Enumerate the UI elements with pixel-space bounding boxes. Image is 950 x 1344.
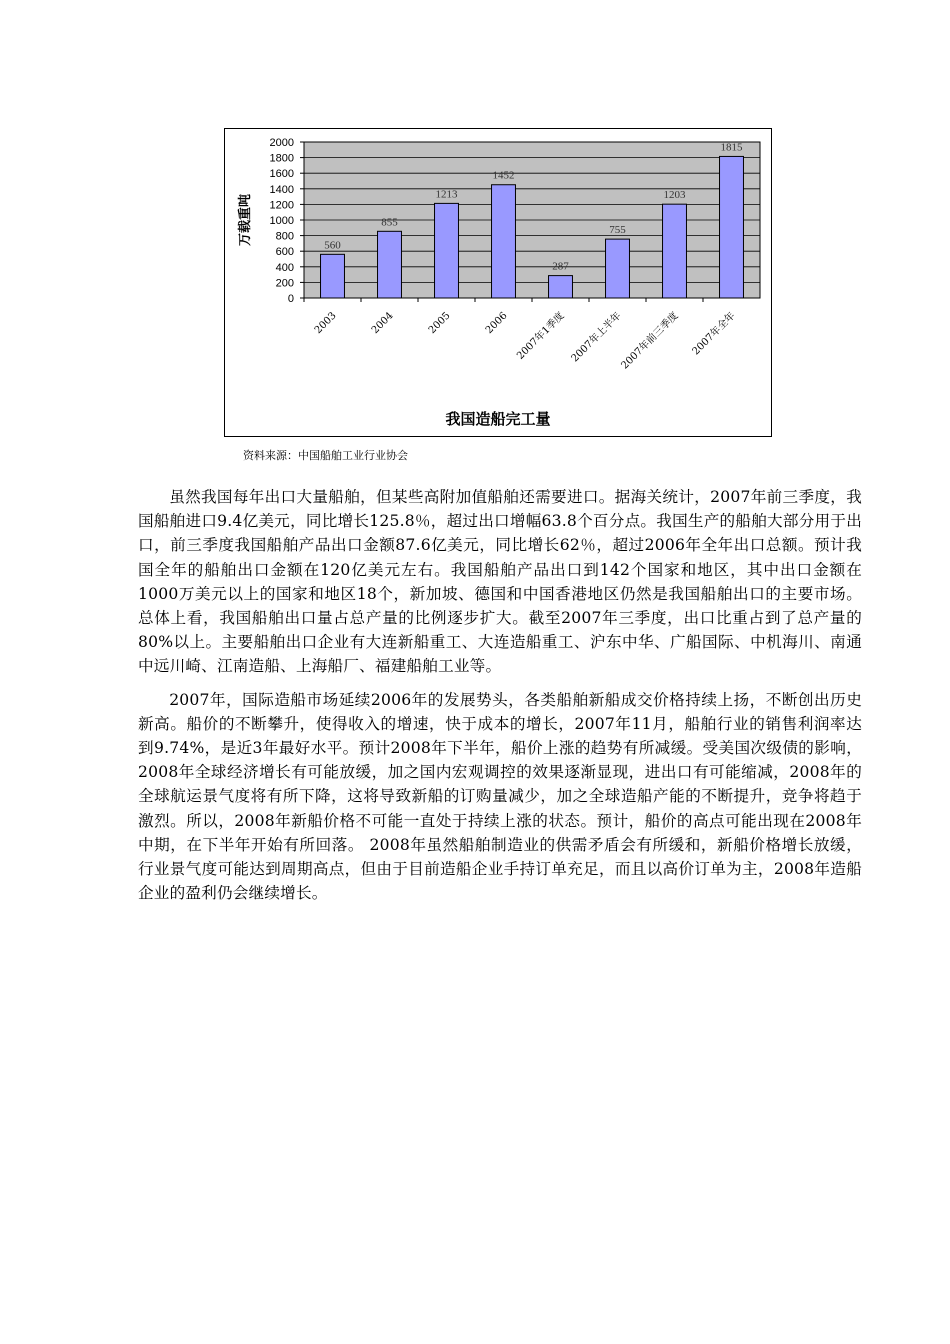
x-tick-label: 2007年1季度 xyxy=(515,310,567,362)
data-label: 1203 xyxy=(663,189,686,202)
data-label: 1452 xyxy=(492,169,515,182)
data-label: 1815 xyxy=(720,141,743,154)
x-tick-label: 2005 xyxy=(426,310,453,337)
y-tick-label: 0 xyxy=(287,293,294,305)
y-axis-label: 万载重吨 xyxy=(238,193,253,247)
data-label: 287 xyxy=(552,260,569,273)
data-label: 755 xyxy=(609,224,626,237)
y-tick-label: 1200 xyxy=(269,199,294,212)
source-note: 资料来源：中国船舶工业行业协会 xyxy=(243,449,408,462)
x-tick-label: 2007年上半年 xyxy=(569,310,624,365)
x-tick-label: 2007年前三季度 xyxy=(619,310,681,372)
bar xyxy=(606,239,630,298)
y-tick-label: 400 xyxy=(275,261,294,274)
data-label: 1213 xyxy=(435,188,458,201)
bar xyxy=(492,185,516,298)
y-tick-label: 600 xyxy=(275,246,294,259)
x-tick-label: 2006 xyxy=(483,310,510,337)
chart-container xyxy=(224,128,772,437)
y-tick-label: 800 xyxy=(275,230,294,243)
bar xyxy=(663,204,687,298)
y-tick-label: 1400 xyxy=(269,183,294,196)
body-text xyxy=(138,485,862,914)
bar xyxy=(321,254,345,298)
x-tick-label: 2004 xyxy=(369,310,396,337)
bar xyxy=(549,276,573,298)
y-tick-label: 1600 xyxy=(269,168,294,181)
paragraph: 2007年，国际造船市场延续2006年的发展势头，各类船舶新船成交价格持续上扬，不断创出历史新高。船价的不断攀升，使得收入的增速，快于成本的增长，2007年11月，船舶行业的销售利润率达到9.74%，是近3年最好水平。预计2008年下半年，船价上涨的趋势有所减缓。受美国次级债的影响，2008年全球经济增长有可能放缓，加之国内宏观调控的效果逐渐显现，进出口有可能缩减，2008年的全球航运景气度将有所下降，这将导致新船的订购量减少，加之全球造船产能的不断提升，竞争将趋于激烈。所以，2008年新船价格不可能一直处于持续上涨的状态。预计，船价的高点可能出现在2008年中期，在下半年开始有所回落。 2008年虽然船舶制造业的供需矛盾会有所缓和，新船价格增长放缓，行业景气度可能达到周期高点，但由于目前造船企业手持订单充足，而且以高价订单为主，2008年造船企业的盈利仍会继续增长。 xyxy=(138,690,862,903)
y-tick-label: 200 xyxy=(275,277,294,290)
x-tick-label: 2007年全年 xyxy=(690,310,738,358)
bar xyxy=(720,156,744,298)
y-tick-label: 2000 xyxy=(269,137,294,149)
chart-title: 我国造船完工量 xyxy=(445,410,551,428)
data-label: 855 xyxy=(381,216,398,229)
x-tick-label: 2003 xyxy=(312,310,339,337)
data-label: 560 xyxy=(324,239,341,252)
bar xyxy=(378,231,402,298)
y-tick-label: 1800 xyxy=(269,152,294,165)
y-tick-label: 1000 xyxy=(269,215,294,227)
bar-chart xyxy=(225,129,773,438)
bar xyxy=(435,203,459,298)
paragraph: 虽然我国每年出口大量船舶，但某些高附加值船舶还需要进口。据海关统计，2007年前三季度，我国船舶进口9.4亿美元，同比增长125.8％，超过出口增幅63.8个百分点。我国生产的船舶大部分用于出口，前三季度我国船舶产品出口金额87.6亿美元，同比增长62％，超过2006年全年出口总额。预计我国全年的船舶出口金额在120亿美元左右。我国船舶产品出口到142个国家和地区，其中出口金额在1000万美元以上的国家和地区18个，新加坡、德国和中国香港地区仍然是我国船舶出口的主要市场。总体上看，我国船舶出口量占总产量的比例逐步扩大。截至2007年三季度，出口比重占到了总产量的80%以上。主要船舶出口企业有大连新船重工、大连造船重工、沪东中华、广船国际、中机海川、南通中远川崎、江南造船、上海船厂、福建船舶工业等。 xyxy=(138,488,862,676)
